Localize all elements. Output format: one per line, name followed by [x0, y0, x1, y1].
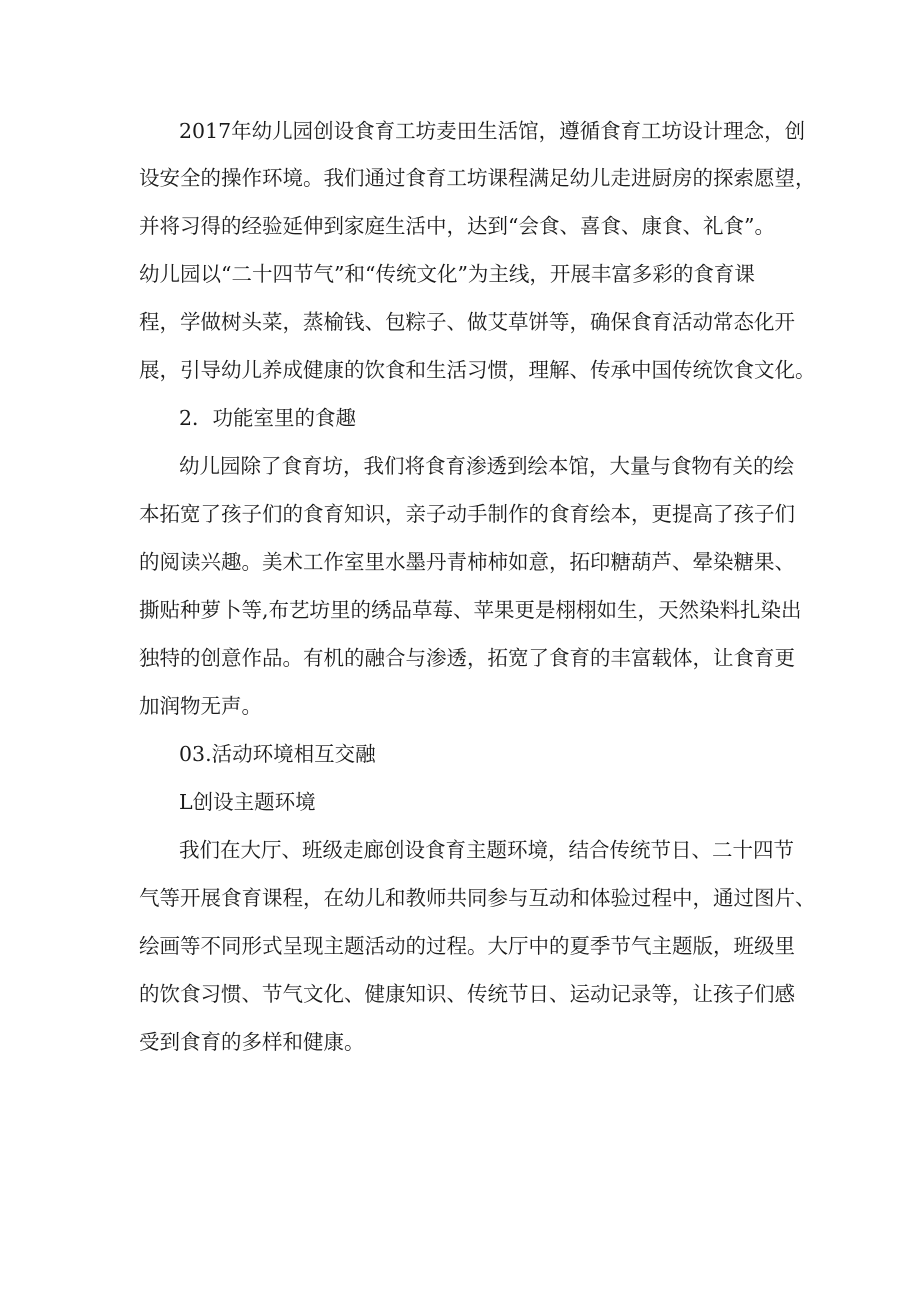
text-line: 设安全的操作环境。我们通过食育工坊课程满足幼儿走进厨房的探索愿望，	[139, 166, 816, 190]
text-line: 气等开展食育课程，在幼儿和教师共同参与互动和体验过程中，通过图片、	[139, 886, 816, 910]
text-line: 幼儿园以“二十四节气”和“传统文化”为主线，开展丰富多彩的食育课	[139, 262, 755, 286]
text-line: 独特的创意作品。有机的融合与渗透，拓宽了食育的丰富载体，让食育更	[139, 646, 795, 670]
section-heading: 2．功能室里的食趣	[179, 406, 357, 430]
text-line: 加润物无声。	[139, 694, 262, 718]
text-line: 我们在大厅、班级走廊创设食育主题环境，结合传统节日、二十四节	[179, 838, 794, 862]
text-line: 本拓宽了孩子们的食育知识，亲子动手制作的食育绘本，更提高了孩子们	[139, 502, 795, 526]
text-line: 撕贴种萝卜等,布艺坊里的绣品草莓、苹果更是栩栩如生，天然染料扎染出	[139, 598, 802, 622]
text-line: 程，学做树头菜，蒸榆钱、包粽子、做艾草饼等，确保食育活动常态化开	[139, 310, 795, 334]
text-line: 的饮食习惯、节气文化、健康知识、传统节日、运动记录等，让孩子们感	[139, 982, 795, 1006]
section-heading: L创设主题环境	[179, 790, 316, 814]
text-line: 并将习得的经验延伸到家庭生活中，达到“会食、喜食、康食、礼食”。	[139, 214, 775, 238]
text-line: 受到食育的多样和健康。	[139, 1030, 365, 1054]
text-line: 展，引导幼儿养成健康的饮食和生活习惯，理解、传承中国传统饮食文化。	[139, 358, 816, 382]
text-line: 幼儿园除了食育坊，我们将食育渗透到绘本馆，大量与食物有关的绘	[179, 454, 794, 478]
text-line: 2017年幼儿园创设食育工坊麦田生活馆，遵循食育工坊设计理念，创	[179, 119, 806, 143]
text-line: 绘画等不同形式呈现主题活动的过程。大厅中的夏季节气主题版，班级里	[139, 934, 795, 958]
text-line: 的阅读兴趣。美术工作室里水墨丹青柿柿如意，拓印糖葫芦、晕染糖果、	[139, 550, 795, 574]
section-heading: 03.活动环境相互交融	[179, 742, 376, 766]
